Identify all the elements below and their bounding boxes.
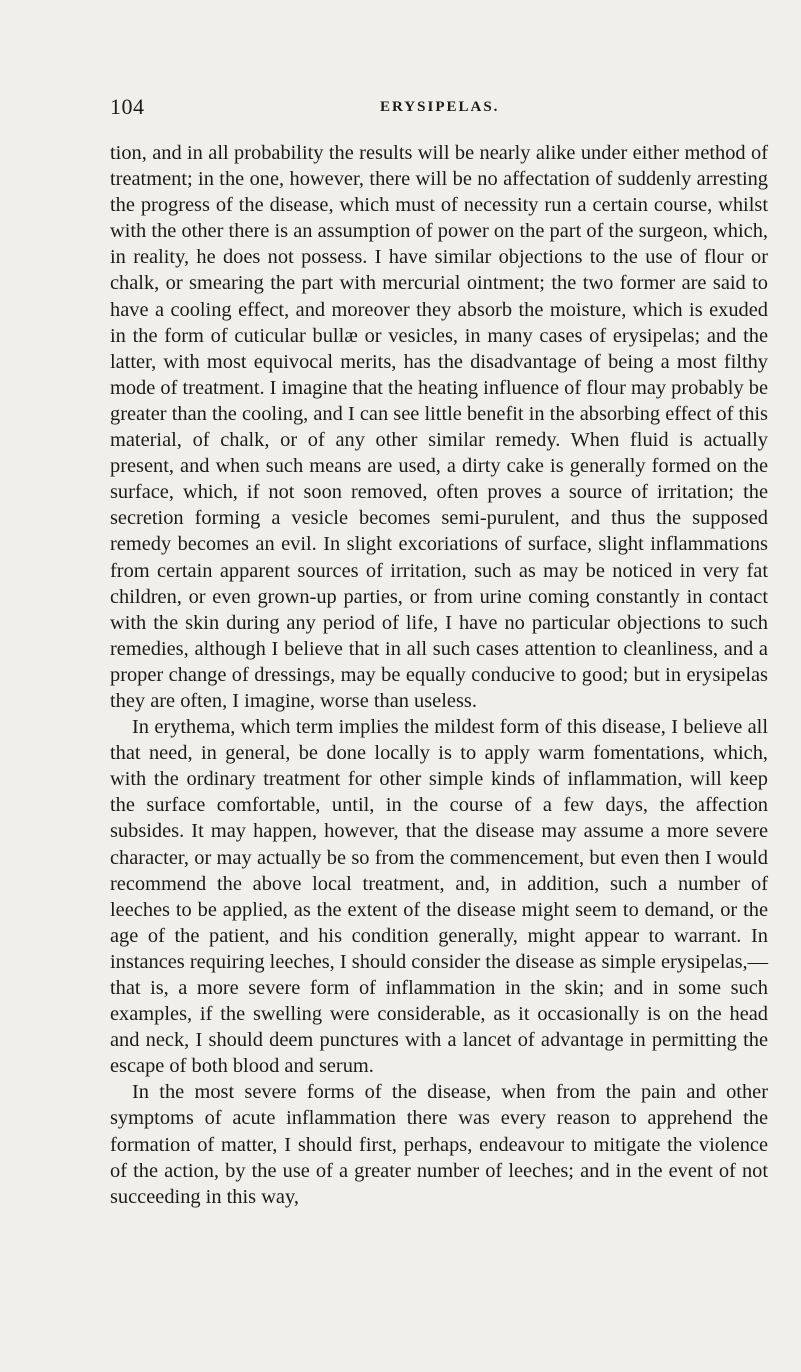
- running-title: ERYSIPELAS.: [380, 99, 500, 115]
- body-text: [110, 140, 768, 1210]
- paragraph-continued: tion, and in all probability the results will be nearly alike under either method of treatment; in the one, however, there will be no affectation of suddenly arresting the progress of the disease, which must of necessity run a certain course, whilst with the other there is an assumption of power on the part of the surgeon, which, in reality, he does not possess. I have similar objections to the use of flour or chalk, or smearing the part with mercurial ointment; the two former are said to have a cooling effect, and moreover they absorb the moisture, which is exuded in the form of cuticular bullæ or vesicles, in many cases of erysipelas; and the latter, with most equivocal merits, has the disadvantage of being a most filthy mode of treatment. I imagine that the heating influence of flour may probably be greater than the cooling, and I can see little benefit in the absorbing effect of this material, of chalk, or of any other similar remedy. When fluid is actually present, and when such means are used, a dirty cake is generally formed on the surface, which, if not soon removed, often proves a source of irritation; the secretion forming a vesicle becomes semi-purulent, and thus the supposed remedy becomes an evil. In slight excoriations of surface, slight inflammations from certain apparent sources of irritation, such as may be noticed in very fat children, or even grown-up parties, or from urine coming constantly in contact with the skin during any period of life, I have no particular objections to such remedies, although I believe that in all such cases attention to cleanliness, and a proper change of dressings, may be equally conducive to good; but in erysipelas they are often, I imagine, worse than useless.: [110, 142, 768, 712]
- page-number: 104: [110, 94, 145, 119]
- running-head: [110, 94, 750, 124]
- paragraph-erythema: In erythema, which term implies the mildest form of this disease, I believe all that need, in general, be done locally is to apply warm fomentations, which, with the ordinary treatment for other simple kinds of inflammation, will keep the surface comfortable, until, in the course of a few days, the affection subsides. It may happen, however, that the disease may assume a more severe character, or may actually be so from the commencement, but even then I would recommend the above local treatment, and, in addition, such a number of leeches to be applied, as the extent of the disease might seem to demand, or the age of the patient, and his condition generally, might appear to warrant. In instances requiring leeches, I should consider the disease as simple erysipelas,—that is, a more severe form of inflammation in the skin; and in some such examples, if the swelling were considerable, as it occasionally is on the head and neck, I should deem punctures with a lancet of advantage in permitting the escape of both blood and serum.: [110, 716, 768, 1078]
- paragraph-severe-forms: In the most severe forms of the disease, when from the pain and other symptoms of acute inflammation there was every reason to apprehend the formation of matter, I should first, perhaps, endeavour to mitigate the violence of the action, by the use of a greater number of leeches; and in the event of not succeeding in this way,: [110, 1081, 768, 1208]
